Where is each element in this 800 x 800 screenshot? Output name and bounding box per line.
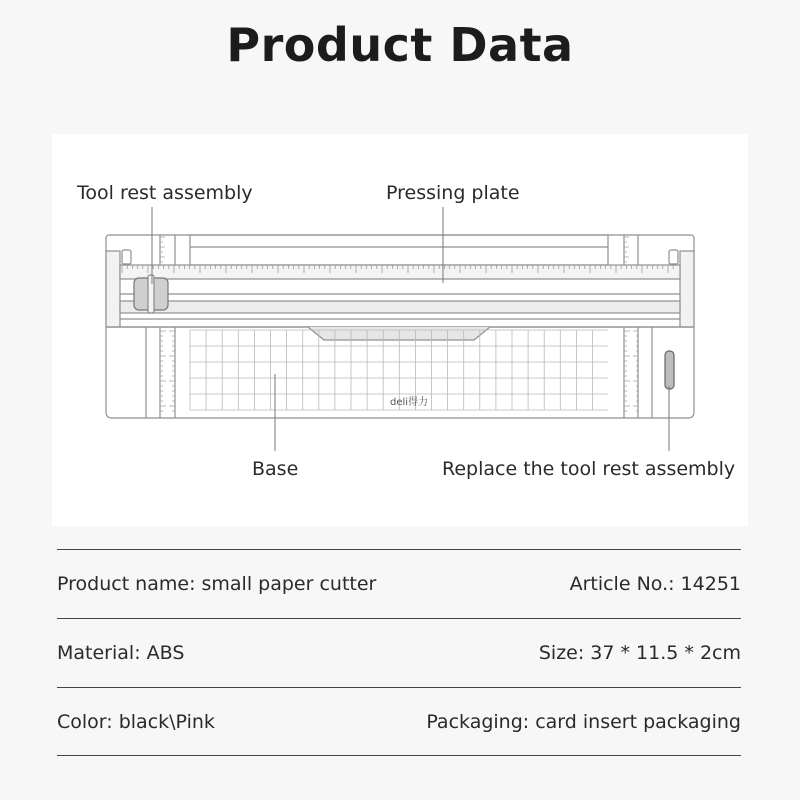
spec-row [57, 549, 741, 618]
spec-size: Size: 37 * 11.5 * 2cm [538, 642, 741, 664]
spec-row [57, 618, 741, 687]
label-tool-rest-assembly: Tool rest assembly [77, 182, 253, 204]
right-pin [669, 250, 678, 264]
track-bar [120, 301, 680, 313]
pressing-plate-bar [120, 265, 680, 279]
product-diagram [52, 134, 748, 526]
spec-product-name: Product name: small paper cutter [57, 573, 377, 595]
spec-row [57, 687, 741, 756]
left-pin [122, 250, 131, 264]
spec-color: Color: black\Pink [57, 710, 215, 733]
spec-packaging: Packaging: card insert packaging [426, 710, 741, 733]
left-end-cap [106, 251, 120, 327]
right-end-cap [680, 251, 694, 327]
spec-material: Material: ABS [57, 642, 185, 664]
tool-rest-assembly [134, 275, 168, 313]
label-replace-tool-rest: Replace the tool rest assembly [442, 458, 736, 480]
spec-table [57, 549, 741, 756]
upper-plate [190, 235, 608, 265]
brand-logo: deli得力 [390, 397, 429, 408]
page-title: Product Data [226, 18, 574, 72]
spec-article-no: Article No.: 14251 [569, 573, 741, 595]
label-base: Base [252, 458, 299, 480]
replace-slot [665, 351, 674, 389]
label-pressing-plate: Pressing plate [386, 182, 520, 204]
